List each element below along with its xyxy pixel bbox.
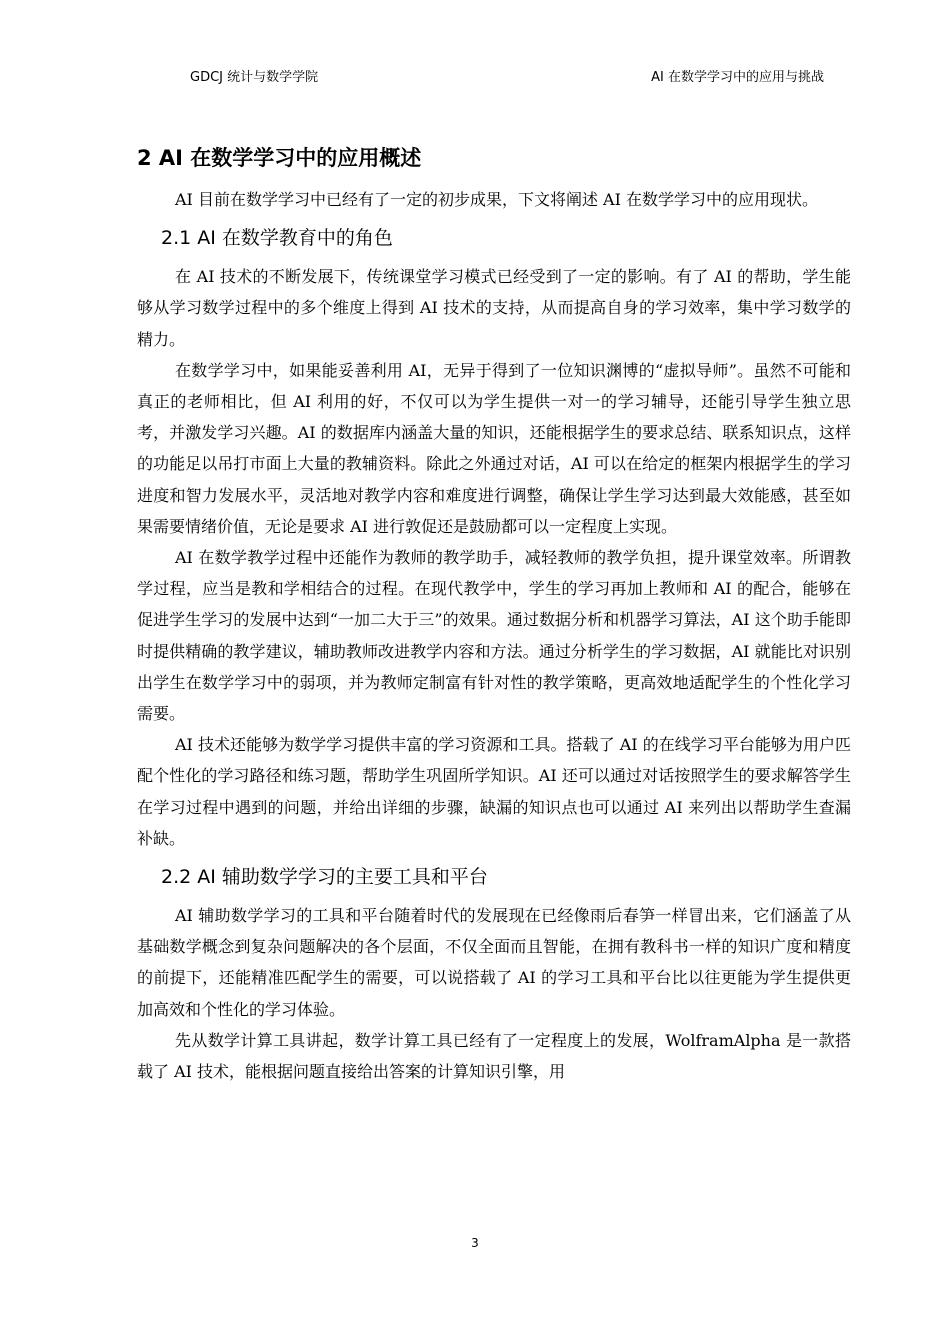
- section-heading: 2 AI 在数学学习中的应用概述: [137, 146, 422, 170]
- page-header: [0, 66, 950, 86]
- header-institution: GDCJ 统计与数学学院: [190, 70, 319, 85]
- body-paragraph: 先从数学计算工具讲起，数学计算工具已经有了一定程度上的发展，WolframAlpha 是一款搭载了 AI 技术，能根据问题直接给出答案的计算知识引擎，用: [137, 1030, 851, 1082]
- body-paragraph: AI 技术还能够为数学学习提供丰富的学习资源和工具。搭载了 AI 的在线学习平台能够为用户匹配个性化的学习路径和练习题，帮助学生巩固所学知识。AI 还可以通过对话按照学生的要求解答学生在学习过程中遇到的问题，并给出详细的步骤，缺漏的知识点也可以通过 AI 来列出以帮助学生查漏补缺。: [137, 735, 851, 848]
- section-intro-paragraph: AI 目前在数学学习中已经有了一定的初步成果，下文将阐述 AI 在数学学习中的应用现状。: [175, 190, 819, 209]
- body-paragraph: AI 辅助数学学习的工具和平台随着时代的发展现在已经像雨后春笋一样冒出来，它们涵盖了从基础数学概念到复杂问题解决的各个层面，不仅全面而且智能，在拥有教科书一样的知识广度和精度的前提下，还能精准匹配学生的需要，可以说搭载了 AI 的学习工具和平台比以往更能为学生提供更加高效和个性化的学习体验。: [137, 906, 851, 1019]
- header-paper-title: AI 在数学学习中的应用与挑战: [651, 70, 824, 85]
- body-paragraph: 在 AI 技术的不断发展下，传统课堂学习模式已经受到了一定的影响。有了 AI 的帮助，学生能够从学习数学过程中的多个维度上得到 AI 技术的支持，从而提高自身的学习效率，集中学习数学的精力。: [137, 267, 851, 349]
- body-paragraph: 在数学学习中，如果能妥善利用 AI，无异于得到了一位知识渊博的“虚拟导师”。虽然不可能和真正的老师相比，但 AI 利用的好，不仅可以为学生提供一对一的学习辅导，还能引导学生独立思考，并激发学习兴趣。AI 的数据库内涵盖大量的知识，还能根据学生的要求总结、联系知识点，这样的功能足以吊打市面上大量的教辅资料。除此之外通过对话，AI 可以在给定的框架内根据学生的学习进度和智力发展水平，灵活地对教学内容和难度进行调整，确保让学生学习达到最大效能感，甚至如果需要情绪价值，无论是要求 AI 进行敦促还是鼓励都可以一定程度上实现。: [137, 360, 851, 536]
- page-number: 3: [471, 1236, 479, 1250]
- subsection-heading-2-1: 2.1 AI 在数学教育中的角色: [161, 227, 393, 250]
- page-body: [137, 140, 851, 1087]
- body-paragraph: AI 在数学教学过程中还能作为教师的教学助手，减轻教师的教学负担，提升课堂效率。所谓教学过程，应当是教和学相结合的过程。在现代教学中，学生的学习再加上教师和 AI 的配合，能够在促进学生学习的发展中达到“一加二大于三”的效果。通过数据分析和机器学习算法，AI 这个助手能即时提供精确的教学建议，辅助教师改进教学内容和方法。通过分析学生的学习数据，AI 就能比对识别出学生在数学学习中的弱项，并为教师定制富有针对性的教学策略，更高效地适配学生的个性化学习需要。: [137, 548, 851, 724]
- subsection-heading-2-2: 2.2 AI 辅助数学学习的主要工具和平台: [161, 866, 488, 889]
